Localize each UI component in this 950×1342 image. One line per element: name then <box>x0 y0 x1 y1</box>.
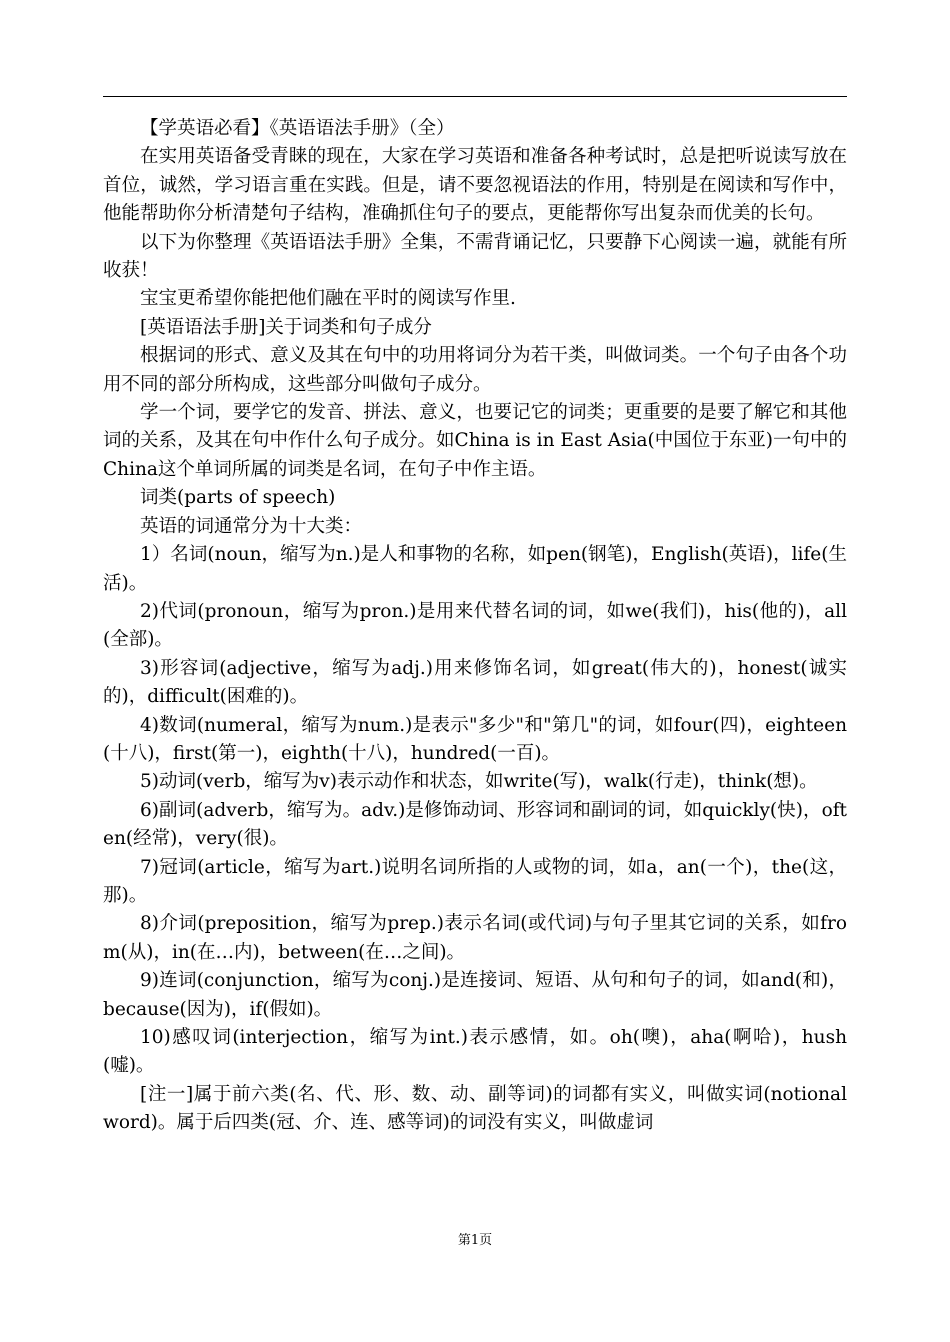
document-title: 【学英语必看】《英语语法手册》（全） <box>140 118 455 139</box>
list-item: 4)数词(numeral，缩写为num.)是表示"多少"和"第几"的词，如four(四)，eighteen(十八)，first(第一)，eighth(十八)，hundred(一百)。 <box>103 714 847 764</box>
list-item: 6)副词(adverb，缩写为。adv.)是修饰动词、形容词和副词的词，如quickly(快)，often(经常)，very(很)。 <box>103 799 847 850</box>
paragraph: 以下为你整理《英语语法手册》全集，不需背诵记忆，只要静下心阅读一遍，就能有所收获！ <box>103 231 847 282</box>
page-number: 第1页 <box>457 1233 493 1248</box>
paragraph: 在实用英语备受青睐的现在，大家在学习英语和准备各种考试时，总是把听说读写放在首位，诚然，学习语言重在实践。但是，请不要忽视语法的作用，特别是在阅读和写作中，他能帮助你分析清楚句子结构，准确抓住句子的要点，更能帮你写出复杂而优美的长句。 <box>103 146 847 225</box>
list-item: 2)代词(pronoun，缩写为pron.)是用来代替名词的词，如we(我们)，his(他的)，all(全部)。 <box>103 600 847 651</box>
list-item: 9)连词(conjunction，缩写为conj.)是连接词、短语、从句和句子的词，如and(和)，because(因为)，if(假如)。 <box>103 970 847 1020</box>
document-body <box>103 115 847 1138</box>
paragraph: 根据词的形式、意义及其在句中的功用将词分为若干类，叫做词类。一个句子由各个功用不同的部分所构成，这些部分叫做句子成分。 <box>103 345 847 395</box>
paragraph: 宝宝更希望你能把他们融在平时的阅读写作里. <box>140 288 516 310</box>
header-rule <box>103 96 847 97</box>
subsection-heading: 词类(parts of speech) <box>140 487 336 509</box>
note-paragraph: [注一]属于前六类(名、代、形、数、动、副等词)的词都有实义，叫做实词(notional word)。属于后四类(冠、介、连、感等词)的词没有实义，叫做虚词 <box>103 1083 847 1134</box>
list-item: 10)感叹词(interjection，缩写为int.)表示感情，如。oh(噢)，aha(啊哈)，hush(嘘)。 <box>103 1027 847 1077</box>
section-heading: [英语语法手册]关于词类和句子成分 <box>140 316 432 338</box>
list-item: 8)介词(preposition，缩写为prep.)表示名词(或代词)与句子里其它词的关系，如from(从)，in(在…内)，between(在…之间)。 <box>103 913 847 963</box>
list-item: 7)冠词(article，缩写为art.)说明名词所指的人或物的词，如a，an(一个)，the(这，那)。 <box>103 856 847 906</box>
list-item: 3)形容词(adjective，缩写为adj.)用来修饰名词，如great(伟大的)，honest(诚实的)，difficult(困难的)。 <box>103 657 847 708</box>
paragraph: 学一个词，要学它的发音、拼法、意义，也要记它的词类；更重要的是要了解它和其他词的关系，及其在句中作什么句子成分。如China is in East Asia(中国位于东亚)一句中的China这个单词所属的词类是名词，在句子中作主语。 <box>103 402 847 480</box>
list-item: 5)动词(verb，缩写为v)表示动作和状态，如write(写)，walk(行走)，think(想)。 <box>140 771 818 793</box>
list-item: 1）名词(noun，缩写为n.)是人和事物的名称，如pen(钢笔)，English(英语)，life(生活)。 <box>103 544 847 594</box>
paragraph: 英语的词通常分为十大类： <box>140 515 363 537</box>
